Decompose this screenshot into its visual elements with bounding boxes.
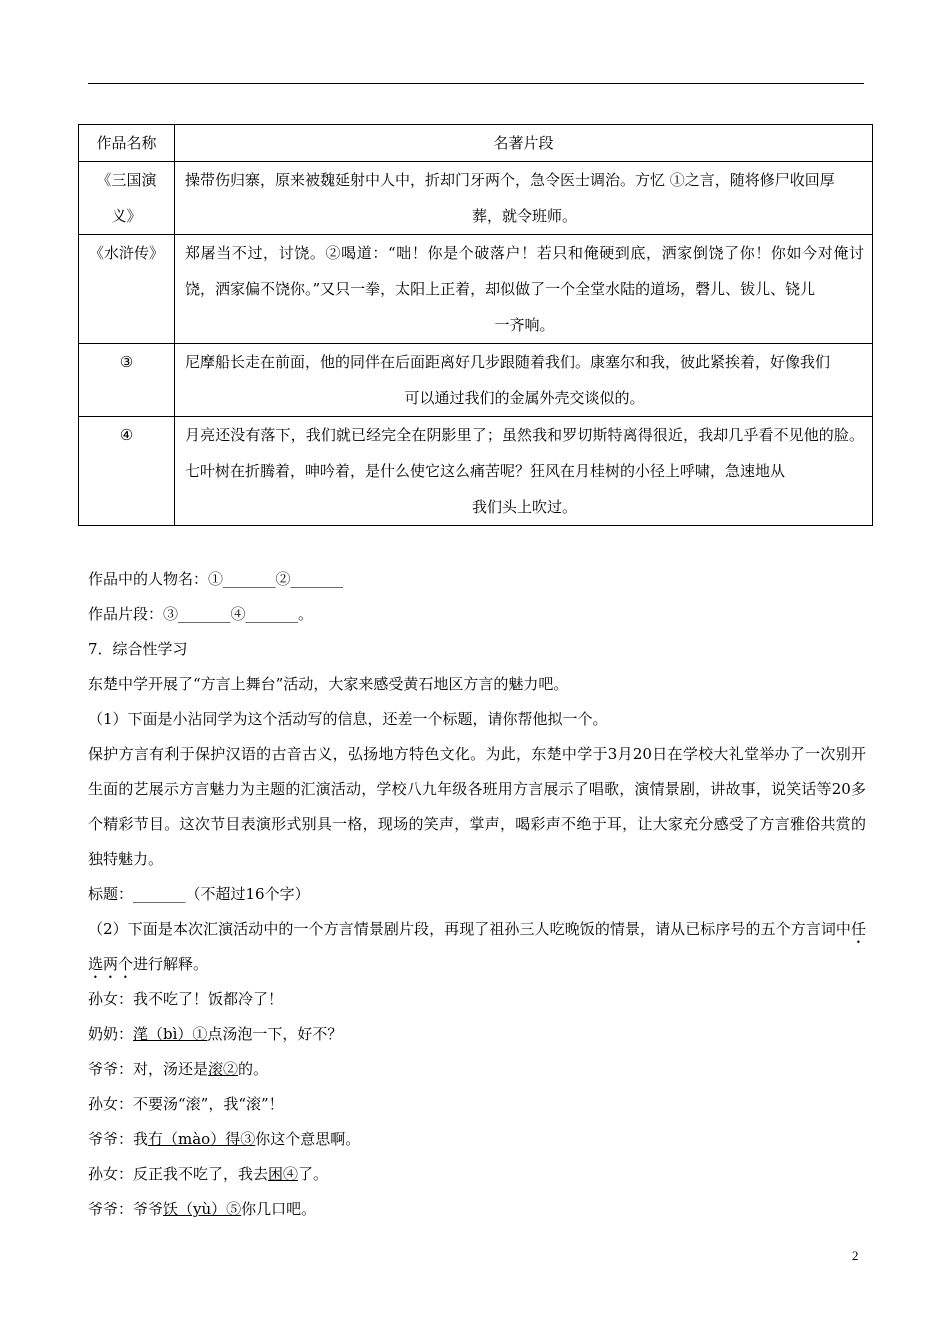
work-excerpt — [175, 162, 873, 235]
sub-question-1: （1）下面是小沾同学为这个活动写的信息，还差一个标题，请你帮他拟一个。 — [88, 710, 608, 728]
dialogue-line: 孙女：不要汤“滚”，我“滚”！ — [88, 1095, 284, 1113]
work-excerpt — [175, 235, 873, 344]
work-title: ④ — [79, 417, 175, 526]
page-number: 2 — [852, 1248, 859, 1263]
emphasis-dots-text: 任选两个 — [88, 920, 866, 973]
dialogue-text: 爷爷：爷爷 — [88, 1200, 164, 1218]
dialogue-line — [88, 1122, 866, 1157]
excerpt-last-line: 可以通过我们的金属外壳交谈似的。 — [404, 389, 645, 407]
people-blank-line: 作品中的人物名：①_______②_______ — [88, 570, 344, 588]
dialect-word: 冇（mào）得③ — [148, 1130, 256, 1148]
sub-question-2 — [88, 912, 866, 982]
speaker: 奶奶： — [88, 1025, 134, 1043]
dialect-word: 滚② — [208, 1060, 239, 1078]
works-table — [78, 124, 873, 526]
table-row — [79, 417, 873, 526]
header-work-title: 作品名称 — [79, 125, 175, 162]
work-title: 《三国演义》 — [79, 162, 175, 235]
table-row — [79, 344, 873, 417]
body-text — [88, 562, 866, 1227]
dialogue-text: 孙女：反正我不吃了，我去 — [88, 1165, 269, 1183]
work-excerpt — [175, 344, 873, 417]
dialect-word: 困④ — [268, 1165, 299, 1183]
dialect-word: 滗（bì）① — [133, 1025, 208, 1043]
dialogue-line — [88, 1157, 866, 1192]
header-rule — [88, 83, 864, 84]
work-title: ③ — [79, 344, 175, 417]
dialogue-text: 你这个意思啊。 — [255, 1130, 361, 1148]
excerpt-last-line: 我们头上吹过。 — [471, 498, 577, 516]
sub-question-2-tail: 进行解释。 — [133, 955, 209, 973]
excerpt-last-line: 一齐响。 — [494, 316, 555, 334]
dialogue-text: 点汤泡一下，好不？ — [207, 1025, 343, 1043]
excerpt-text: 尼摩船长走在前面，他的同伴在后面距离好几步跟随着我们。康塞尔和我，彼此紧挨着，好像我们 — [185, 353, 831, 371]
dialogue-line — [88, 1017, 866, 1052]
fragments-blank-line: 作品片段：③_______④_______。 — [88, 605, 314, 623]
dialogue-text: 你几口吧。 — [241, 1200, 317, 1218]
dialogue-line — [88, 1052, 866, 1087]
question-7-heading: 7．综合性学习 — [88, 640, 188, 658]
dialogue-text: 的。 — [238, 1060, 269, 1078]
dialogue-text: 了。 — [298, 1165, 329, 1183]
dialogue-text: 爷爷：对，汤还是 — [88, 1060, 209, 1078]
dialect-word: 饫（yù）⑤ — [163, 1200, 242, 1218]
excerpt-text: 操带伤归寨，原来被魏延射中人中，折却门牙两个，急令医士调治。方忆 ①之言，随将修尸收回厚 — [185, 171, 835, 189]
work-excerpt — [175, 417, 873, 526]
excerpt-last-line: 葬，就令班师。 — [471, 207, 577, 225]
header-excerpt: 名著片段 — [175, 125, 873, 162]
dialogue-text: 爷爷：我 — [88, 1130, 149, 1148]
dialogue-line — [88, 1192, 866, 1227]
table-header-row — [79, 125, 873, 162]
table-row — [79, 162, 873, 235]
title-blank-line: 标题：_______（不超过16个字） — [88, 885, 310, 903]
excerpt-text: 郑屠当不过，讨饶。②喝道：“咄！你是个破落户！若只和俺硬到底，洒家倒饶了你！你如今对俺讨饶，洒家偏不饶你。”又只一拳，太阳上正着，却似做了一个全堂水陆的道场，磬儿、钹儿、铙儿 — [185, 244, 864, 298]
work-title: 《水浒传》 — [79, 235, 175, 344]
table-row — [79, 235, 873, 344]
activity-intro: 东楚中学开展了“方言上舞台”活动，大家来感受黄石地区方言的魅力吧。 — [88, 675, 569, 693]
news-paragraph: 保护方言有利于保护汉语的古音古义，弘扬地方特色文化。为此，东楚中学于3月20日在学校大礼堂举办了一次别开生面的艺展示方言魅力为主题的汇演活动，学校八九年级各班用方言展示了唱歌，演情景剧，讲故事，说笑话等20多个精彩节目。这次节目表演形式别具一格，现场的笑声，掌声，喝彩声不绝于耳，让大家充分感受了方言雅俗共赏的独特魅力。 — [88, 745, 866, 868]
dialogue-line: 孙女：我不吃了！饭都冷了！ — [88, 990, 284, 1008]
sub-question-2-text: （2）下面是本次汇演活动中的一个方言情景剧片段，再现了祖孙三人吃晚饭的情景，请从已标序号的五个方言词中 — [88, 920, 851, 938]
excerpt-text: 月亮还没有落下，我们就已经完全在阴影里了；虽然我和罗切斯特离得很近，我却几乎看不见他的脸。七叶树在折腾着，呻吟着，是什么使它这么痛苦呢？狂风在月桂树的小径上呼啸，急速地从 — [185, 426, 864, 480]
